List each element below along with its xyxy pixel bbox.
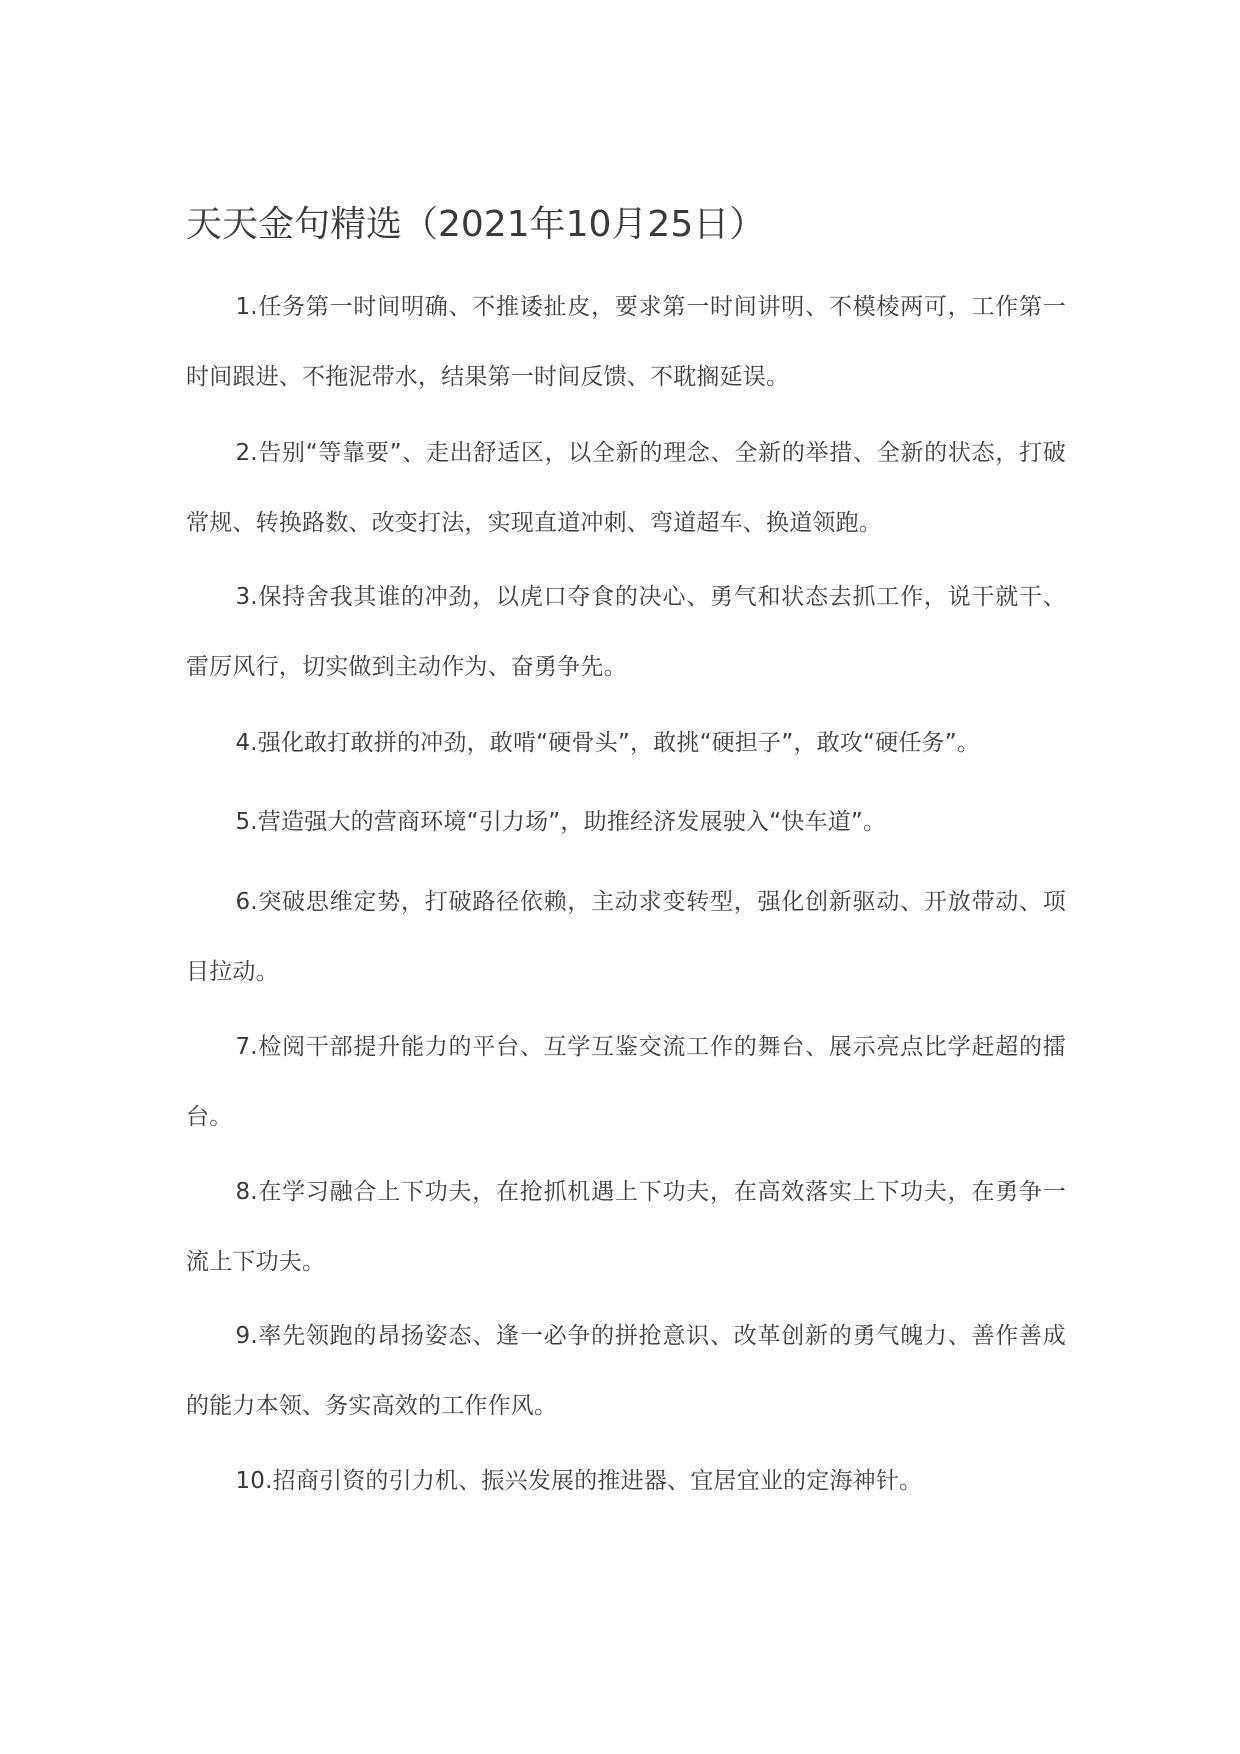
quote-item-8: 8.在学习融合上下功夫，在抢抓机遇上下功夫，在高效落实上下功夫，在勇争一流上下功夫。 [186, 1179, 1066, 1275]
quote-item-1: 1.任务第一时间明确、不推诿扯皮，要求第一时间讲明、不模棱两可，工作第一时间跟进、不拖泥带水，结果第一时间反馈、不耽搁延误。 [186, 294, 1066, 390]
quote-item-10: 10.招商引资的引力机、振兴发展的推进器、宜居宜业的定海神针。 [235, 1468, 923, 1494]
quote-item-3: 3.保持舍我其谁的冲劲，以虎口夺食的决心、勇气和状态去抓工作，说干就干、雷厉风行，切实做到主动作为、奋勇争先。 [186, 584, 1066, 680]
quote-item-2: 2.告别“等靠要”、走出舒适区，以全新的理念、全新的举措、全新的状态，打破常规、转换路数、改变打法，实现直道冲刺、弯道超车、换道领跑。 [186, 440, 1066, 536]
quote-item-7: 7.检阅干部提升能力的平台、互学互鉴交流工作的舞台、展示亮点比学赶超的擂台。 [186, 1034, 1066, 1130]
quote-item-5: 5.营造强大的营商环境“引力场”，助推经济发展驶入“快车道”。 [235, 809, 887, 835]
quote-item-4: 4.强化敢打敢拼的冲劲，敢啃“硬骨头”，敢挑“硬担子”，敢攻“硬任务”。 [235, 730, 981, 756]
quote-item-6: 6.突破思维定势，打破路径依赖，主动求变转型，强化创新驱动、开放带动、项目拉动。 [186, 889, 1066, 985]
document-title: 天天金句精选（2021年10月25日） [186, 204, 766, 245]
quote-item-9: 9.率先领跑的昂扬姿态、逢一必争的拼抢意识、改革创新的勇气魄力、善作善成的能力本领、务实高效的工作作风。 [186, 1323, 1066, 1419]
